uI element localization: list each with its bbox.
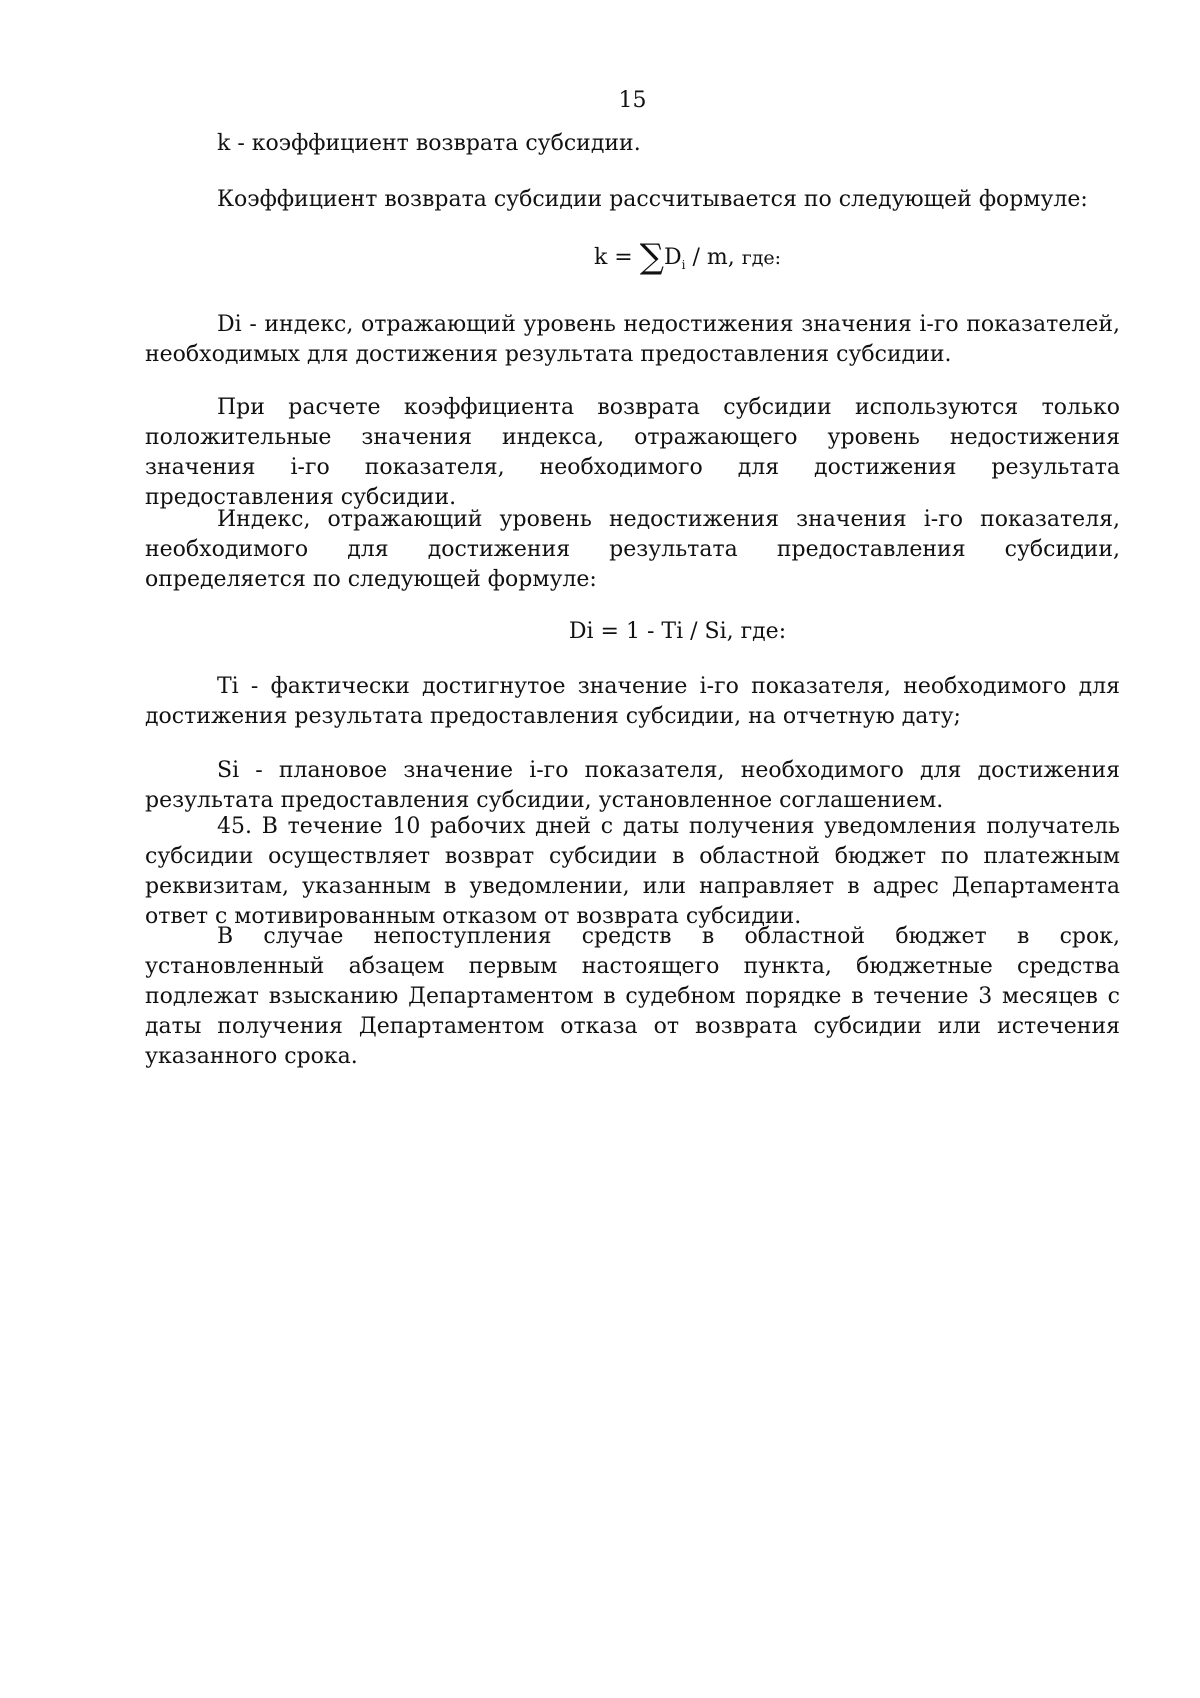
paragraph-formula-intro: Коэффициент возврата субсидии рассчитывается по следующей формуле: <box>217 187 1088 212</box>
formula-k-d: D <box>663 245 682 270</box>
paragraph-di-definition: Di - индекс, отражающий уровень недостижения значения i-го показателей, необходимых для достижения результата предоставления субсидии. <box>145 312 1120 367</box>
formula-k-subscript: i <box>681 258 686 272</box>
paragraph-nonreceipt: В случае непоступления средств в областной бюджет в срок, установленный абзацем первым настоящего пункта, бюджетные средства подлежат взысканию Департаментом в судебном порядке в течение 3 месяцев с даты получения Департаментом отказа от возврата субсидии или истечения указанного срока. <box>145 924 1120 1069</box>
page-number: 15 <box>618 88 647 113</box>
paragraph-si-definition: Si - плановое значение i-го показателя, необходимого для достижения результата предоставления субсидии, установленное соглашением. <box>145 758 1120 813</box>
formula-k <box>145 237 1120 280</box>
paragraph-positive-values: При расчете коэффициента возврата субсидии используются только положительные значения индекса, отражающего уровень недостижения значения i-го показателя, необходимого для достижения результата предоставления субсидии. <box>145 395 1120 510</box>
formula-k-lhs: k = <box>593 245 633 270</box>
formula-k-rest: / m, <box>692 245 735 270</box>
sigma-symbol: ∑ <box>639 237 664 277</box>
formula-di: Di = 1 - Ti / Si, где: <box>568 619 787 644</box>
paragraph-ti-definition: Ti - фактически достигнутое значение i-го показателя, необходимого для достижения результата предоставления субсидии, на отчетную дату; <box>145 674 1120 729</box>
paragraph-k-definition: k - коэффициент возврата субсидии. <box>217 131 641 156</box>
formula-k-where: где: <box>741 247 782 269</box>
paragraph-item-45: 45. В течение 10 рабочих дней с даты получения уведомления получатель субсидии осуществляет возврат субсидии в областной бюджет по платежным реквизитам, указанным в уведомлении, или направляет в адрес Департамента ответ с мотивированным отказом от возврата субсидии. <box>145 814 1120 929</box>
paragraph-index-formula-intro: Индекс, отражающий уровень недостижения значения i-го показателя, необходимого для достижения результата предоставления субсидии, определяется по следующей формуле: <box>145 507 1120 592</box>
